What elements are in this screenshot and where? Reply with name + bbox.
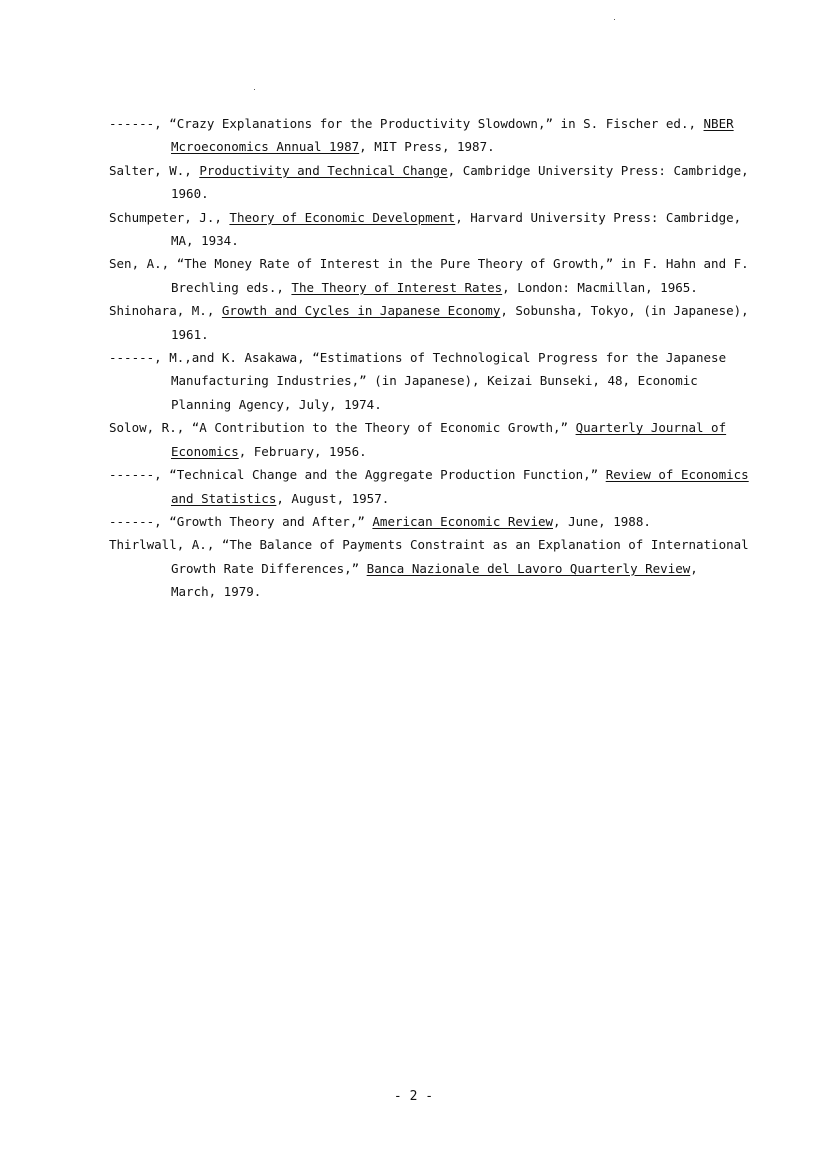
- publication-title: Banca Nazionale del Lavoro Quarterly Review: [366, 560, 691, 576]
- reference-entry: ------, “Technical Change and the Aggregate Production Function,” Review of Economics and Statistics, August, 1957.: [109, 467, 749, 506]
- publication-title: Growth and Cycles in Japanese Economy: [221, 303, 501, 319]
- reference-entry: ------, “Growth Theory and After,” American Economic Review, June, 1988.: [109, 513, 651, 529]
- publication-title: Quarterly Journal of Economics: [171, 420, 727, 459]
- reference-entry: Solow, R., “A Contribution to the Theory of Economic Growth,” Quarterly Journal of Economics, February, 1956.: [109, 420, 727, 459]
- publication-title: American Economic Review: [372, 513, 554, 529]
- reference-list: [109, 112, 749, 604]
- publication-title: The Theory of Interest Rates: [291, 279, 503, 295]
- publication-title: NBER Mcroeconomics Annual 1987: [171, 116, 734, 155]
- publication-title: Theory of Economic Development: [229, 209, 456, 225]
- reference-entry: ------, M.,and K. Asakawa, “Estimations of Technological Progress for the Japanese Manufacturing Industries,” (in Japanese), Keizai Bunseki, 48, Economic Planning Agency, July, 1974.: [109, 350, 727, 412]
- reference-entry: Sen, A., “The Money Rate of Interest in the Pure Theory of Growth,” in F. Hahn and F. Brechling eds., The Theory of Interest Rates, London: Macmillan, 1965.: [109, 256, 749, 295]
- publication-title: Productivity and Technical Change: [199, 162, 448, 178]
- reference-entry: ------, “Crazy Explanations for the Productivity Slowdown,” in S. Fischer ed., NBER Mcroeconomics Annual 1987, MIT Press, 1987.: [109, 116, 734, 155]
- publication-title: Review of Economics and Statistics: [171, 467, 749, 506]
- scan-speck: [614, 19, 615, 20]
- reference-entry: Schumpeter, J., Theory of Economic Development, Harvard University Press: Cambridge, MA, 1934.: [109, 209, 742, 249]
- scan-speck: [254, 89, 255, 90]
- reference-entry: Thirlwall, A., “The Balance of Payments Constraint as an Explanation of International Growth Rate Differences,” Banca Nazionale del Lavoro Quarterly Review, March, 1979.: [109, 537, 749, 600]
- page-number: - 2 -: [393, 1089, 434, 1104]
- reference-entry: Shinohara, M., Growth and Cycles in Japanese Economy, Sobunsha, Tokyo, (in Japanese), 1961.: [109, 303, 749, 342]
- reference-entry: Salter, W., Productivity and Technical Change, Cambridge University Press: Cambridge, 1960.: [109, 162, 749, 202]
